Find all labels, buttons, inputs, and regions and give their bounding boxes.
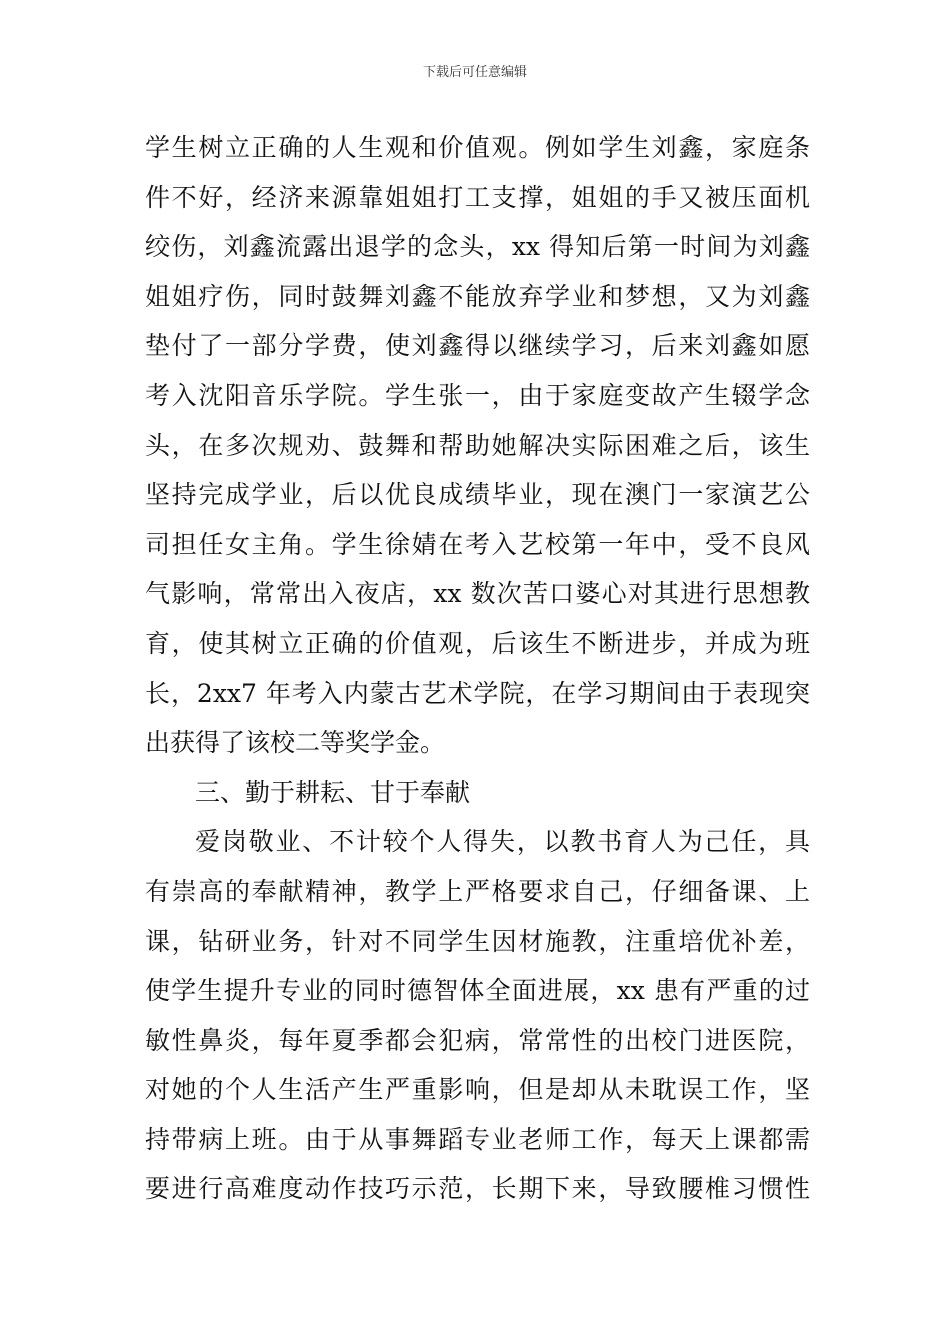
text-line: 课，钻研业务，针对不同学生因材施教，注重培优补差， bbox=[145, 926, 810, 956]
text-line: 要进行高难度动作技巧示范，长期下来，导致腰椎习惯性 bbox=[145, 1174, 810, 1204]
text-line: 育，使其树立正确的价值观，后该生不断进步，并成为班 bbox=[145, 628, 810, 658]
text-line: 持带病上班。由于从事舞蹈专业老师工作，每天上课都需 bbox=[145, 1124, 810, 1154]
text-line: 使学生提升专业的同时德智体全面进展，xx 患有严重的过 bbox=[145, 976, 810, 1006]
text-line: 绞伤，刘鑫流露出退学的念头，xx 得知后第一时间为刘鑫 bbox=[145, 232, 810, 262]
text-line: 有崇高的奉献精神，教学上严格要求自己，仔细备课、上 bbox=[145, 876, 810, 906]
section-heading: 三、勤于耕耘、甘于奉献 bbox=[195, 777, 471, 807]
page-header: 下载后可任意编辑 bbox=[422, 65, 527, 80]
text-line: 气影响，常常出入夜店，xx 数次苦口婆心对其进行思想教 bbox=[145, 579, 810, 609]
text-line: 对她的个人生活产生严重影响，但是却从未耽误工作，坚 bbox=[145, 1075, 810, 1105]
text-line: 头，在多次规劝、鼓舞和帮助她解决实际困难之后，该生 bbox=[145, 430, 810, 460]
text-line: 学生树立正确的人生观和价值观。例如学生刘鑫，家庭条 bbox=[145, 133, 810, 162]
document-body bbox=[145, 130, 810, 1221]
text-line: 敏性鼻炎，每年夏季都会犯病，常常性的出校门进医院， bbox=[145, 1025, 810, 1055]
text-line: 爱岗敬业、不计较个人得失，以教书育人为己任，具 bbox=[195, 827, 810, 857]
text-line: 出获得了该校二等奖学金。 bbox=[145, 728, 446, 758]
text-line: 件不好，经济来源靠姐姐打工支撑，姐姐的手又被压面机 bbox=[145, 182, 810, 212]
text-line: 姐姐疗伤，同时鼓舞刘鑫不能放弃学业和梦想，又为刘鑫 bbox=[145, 281, 810, 311]
text-line: 长，2xx7 年考入内蒙古艺术学院，在学习期间由于表现突 bbox=[145, 678, 810, 708]
text-line: 司担任女主角。学生徐婧在考入艺校第一年中，受不良风 bbox=[145, 529, 810, 559]
text-line: 考入沈阳音乐学院。学生张一，由于家庭变故产生辍学念 bbox=[145, 380, 810, 410]
text-line: 坚持完成学业，后以优良成绩毕业，现在澳门一家演艺公 bbox=[145, 480, 810, 510]
text-line: 垫付了一部分学费，使刘鑫得以继续学习，后来刘鑫如愿 bbox=[145, 331, 810, 361]
